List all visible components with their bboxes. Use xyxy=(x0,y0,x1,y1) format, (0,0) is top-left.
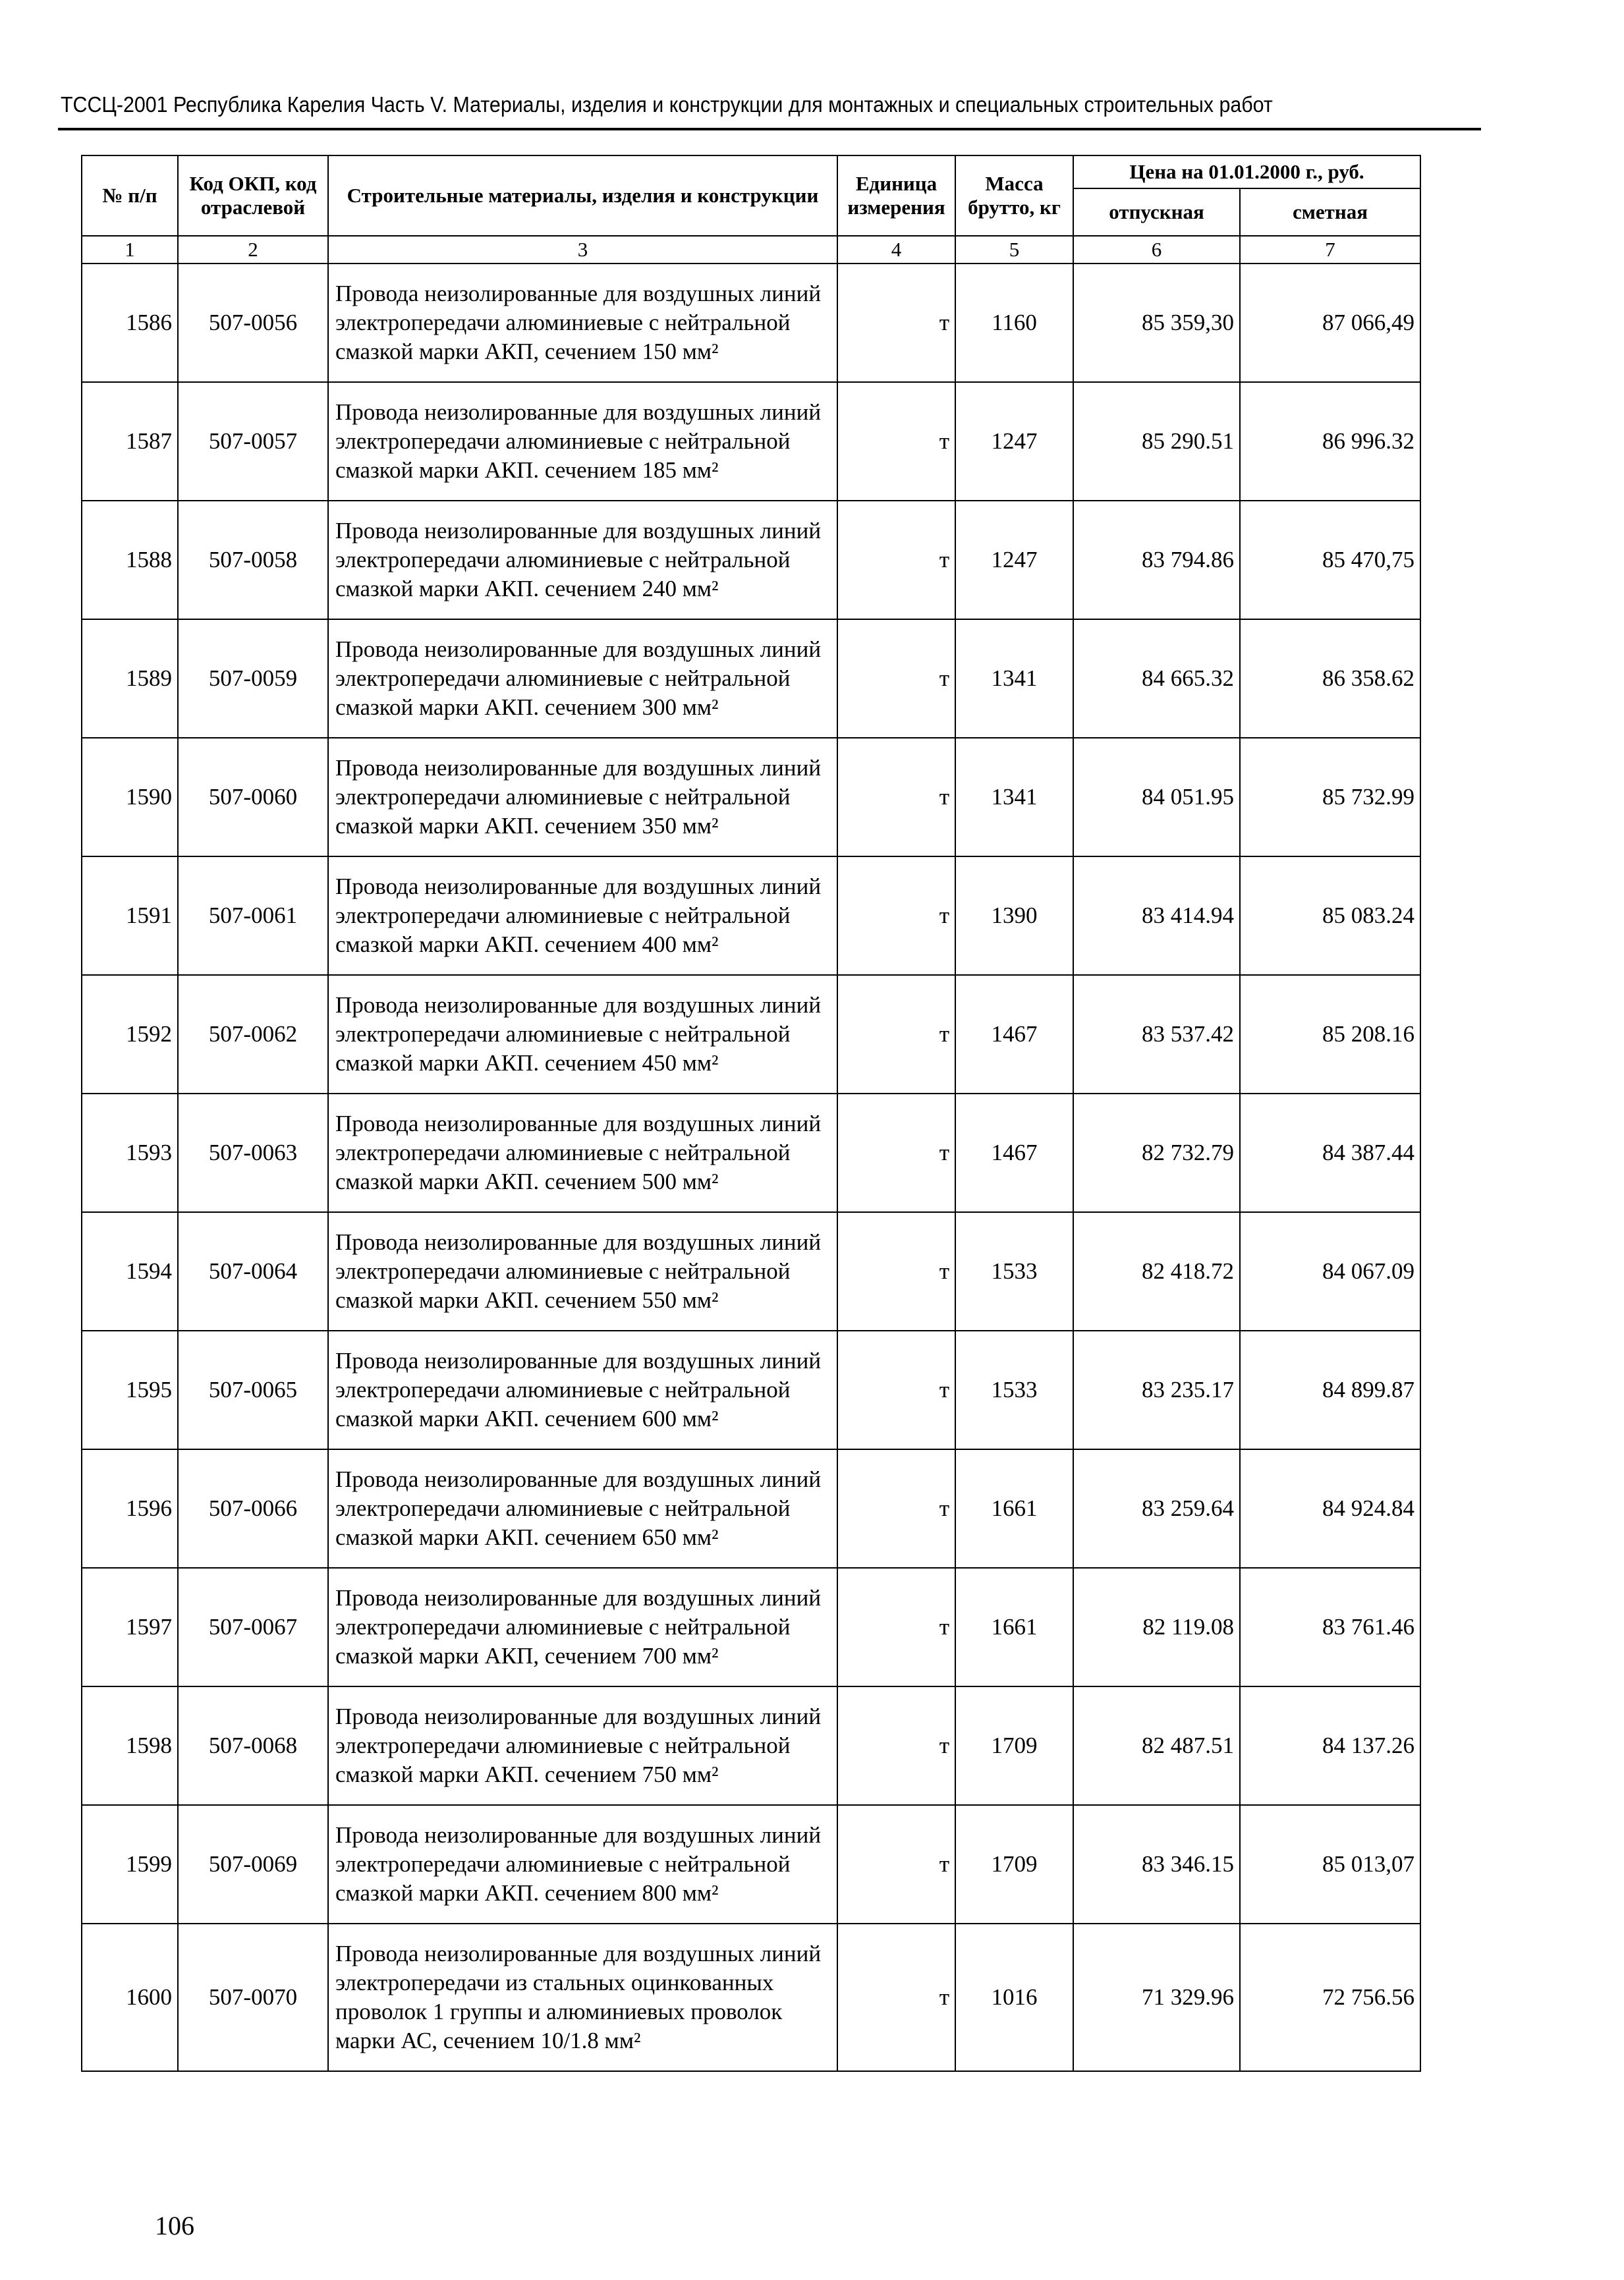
estimate-price: 84 137.26 xyxy=(1240,1686,1420,1805)
material-description: Провода неизолированные для воздушных линий электропередачи алюминиевые с нейтральной смазкой марки АКП. сечением 240 мм² xyxy=(328,501,837,619)
page-number: 106 xyxy=(155,2211,194,2240)
estimate-price: 85 208.16 xyxy=(1240,975,1420,1094)
row-number: 1598 xyxy=(82,1686,178,1805)
row-number: 1599 xyxy=(82,1805,178,1924)
release-price: 82 487.51 xyxy=(1073,1686,1240,1805)
release-price: 82 732.79 xyxy=(1073,1094,1240,1212)
col-header-code: Код ОКП, код отраслевой xyxy=(178,155,328,236)
column-number: 1 xyxy=(82,236,178,264)
gross-mass: 1247 xyxy=(955,382,1073,501)
okp-code: 507-0060 xyxy=(178,738,328,856)
column-number: 4 xyxy=(837,236,955,264)
row-number: 1590 xyxy=(82,738,178,856)
okp-code: 507-0061 xyxy=(178,856,328,975)
table-row xyxy=(82,619,1420,738)
gross-mass: 1661 xyxy=(955,1568,1073,1686)
release-price: 71 329.96 xyxy=(1073,1924,1240,2071)
release-price: 82 418.72 xyxy=(1073,1212,1240,1331)
column-number: 5 xyxy=(955,236,1073,264)
release-price: 85 359,30 xyxy=(1073,264,1240,382)
unit: т xyxy=(837,975,955,1094)
unit: т xyxy=(837,1094,955,1212)
unit: т xyxy=(837,1449,955,1568)
row-number: 1592 xyxy=(82,975,178,1094)
gross-mass: 1341 xyxy=(955,738,1073,856)
okp-code: 507-0070 xyxy=(178,1924,328,2071)
estimate-price: 72 756.56 xyxy=(1240,1924,1420,2071)
table-row xyxy=(82,1094,1420,1212)
gross-mass: 1341 xyxy=(955,619,1073,738)
table-row xyxy=(82,1568,1420,1686)
okp-code: 507-0057 xyxy=(178,382,328,501)
row-number: 1587 xyxy=(82,382,178,501)
unit: т xyxy=(837,1924,955,2071)
material-description: Провода неизолированные для воздушных линий электропередачи алюминиевые с нейтральной смазкой марки АКП. сечением 800 мм² xyxy=(328,1805,837,1924)
material-description: Провода неизолированные для воздушных линий электропередачи алюминиевые с нейтральной смазкой марки АКП. сечением 350 мм² xyxy=(328,738,837,856)
col-header-num: № п/п xyxy=(82,155,178,236)
okp-code: 507-0068 xyxy=(178,1686,328,1805)
column-number: 6 xyxy=(1073,236,1240,264)
material-description: Провода неизолированные для воздушных линий электропередачи алюминиевые с нейтральной смазкой марки АКП. сечением 500 мм² xyxy=(328,1094,837,1212)
unit: т xyxy=(837,501,955,619)
okp-code: 507-0065 xyxy=(178,1331,328,1449)
release-price: 82 119.08 xyxy=(1073,1568,1240,1686)
gross-mass: 1533 xyxy=(955,1212,1073,1331)
gross-mass: 1709 xyxy=(955,1686,1073,1805)
okp-code: 507-0056 xyxy=(178,264,328,382)
gross-mass: 1467 xyxy=(955,1094,1073,1212)
gross-mass: 1247 xyxy=(955,501,1073,619)
col-header-price-estimate: сметная xyxy=(1240,188,1420,236)
material-description: Провода неизолированные для воздушных линий электропередачи алюминиевые с нейтральной смазкой марки АКП. сечением 300 мм² xyxy=(328,619,837,738)
material-description: Провода неизолированные для воздушных линий электропередачи алюминиевые с нейтральной смазкой марки АКП. сечением 450 мм² xyxy=(328,975,837,1094)
table-row xyxy=(82,501,1420,619)
okp-code: 507-0062 xyxy=(178,975,328,1094)
unit: т xyxy=(837,264,955,382)
gross-mass: 1661 xyxy=(955,1449,1073,1568)
unit: т xyxy=(837,619,955,738)
row-number: 1588 xyxy=(82,501,178,619)
col-header-price-release: отпускная xyxy=(1073,188,1240,236)
row-number: 1591 xyxy=(82,856,178,975)
material-description: Провода неизолированные для воздушных линий электропередачи алюминиевые с нейтральной смазкой марки АКП, сечением 150 мм² xyxy=(328,264,837,382)
release-price: 83 235.17 xyxy=(1073,1331,1240,1449)
column-number: 7 xyxy=(1240,236,1420,264)
table-row xyxy=(82,856,1420,975)
gross-mass: 1390 xyxy=(955,856,1073,975)
material-description: Провода неизолированные для воздушных линий электропередачи алюминиевые с нейтральной смазкой марки АКП. сечением 185 мм² xyxy=(328,382,837,501)
table-row xyxy=(82,1331,1420,1449)
gross-mass: 1709 xyxy=(955,1805,1073,1924)
material-description: Провода неизолированные для воздушных линий электропередачи из стальных оцинкованных проволок 1 группы и алюминиевых проволок марки АС, сечением 10/1.8 мм² xyxy=(328,1924,837,2071)
row-number: 1589 xyxy=(82,619,178,738)
unit: т xyxy=(837,1331,955,1449)
unit: т xyxy=(837,1568,955,1686)
gross-mass: 1160 xyxy=(955,264,1073,382)
material-description: Провода неизолированные для воздушных линий электропередачи алюминиевые с нейтральной смазкой марки АКП. сечением 400 мм² xyxy=(328,856,837,975)
okp-code: 507-0059 xyxy=(178,619,328,738)
column-number: 2 xyxy=(178,236,328,264)
estimate-price: 85 013,07 xyxy=(1240,1805,1420,1924)
estimate-price: 84 899.87 xyxy=(1240,1331,1420,1449)
okp-code: 507-0066 xyxy=(178,1449,328,1568)
unit: т xyxy=(837,1212,955,1331)
column-number-row xyxy=(82,236,1420,264)
unit: т xyxy=(837,1686,955,1805)
okp-code: 507-0064 xyxy=(178,1212,328,1331)
table-row xyxy=(82,1924,1420,2071)
table-row xyxy=(82,738,1420,856)
release-price: 84 051.95 xyxy=(1073,738,1240,856)
unit: т xyxy=(837,1805,955,1924)
row-number: 1597 xyxy=(82,1568,178,1686)
okp-code: 507-0058 xyxy=(178,501,328,619)
gross-mass: 1016 xyxy=(955,1924,1073,2071)
header-rule xyxy=(58,128,1481,130)
row-number: 1586 xyxy=(82,264,178,382)
estimate-price: 86 996.32 xyxy=(1240,382,1420,501)
gross-mass: 1533 xyxy=(955,1331,1073,1449)
table-row xyxy=(82,1212,1420,1331)
row-number: 1596 xyxy=(82,1449,178,1568)
table-row xyxy=(82,382,1420,501)
estimate-price: 85 083.24 xyxy=(1240,856,1420,975)
release-price: 83 537.42 xyxy=(1073,975,1240,1094)
row-number: 1594 xyxy=(82,1212,178,1331)
okp-code: 507-0067 xyxy=(178,1568,328,1686)
row-number: 1595 xyxy=(82,1331,178,1449)
table-row xyxy=(82,975,1420,1094)
estimate-price: 84 067.09 xyxy=(1240,1212,1420,1331)
row-number: 1600 xyxy=(82,1924,178,2071)
release-price: 83 346.15 xyxy=(1073,1805,1240,1924)
release-price: 83 414.94 xyxy=(1073,856,1240,975)
unit: т xyxy=(837,738,955,856)
gross-mass: 1467 xyxy=(955,975,1073,1094)
running-header: ТССЦ-2001 Республика Карелия Часть V. Материалы, изделия и конструкции для монтажных и специальных строительных работ xyxy=(61,92,1273,117)
material-description: Провода неизолированные для воздушных линий электропередачи алюминиевые с нейтральной смазкой марки АКП. сечением 750 мм² xyxy=(328,1686,837,1805)
column-number: 3 xyxy=(328,236,837,264)
release-price: 83 259.64 xyxy=(1073,1449,1240,1568)
estimate-price: 83 761.46 xyxy=(1240,1568,1420,1686)
table-row xyxy=(82,264,1420,382)
estimate-price: 84 924.84 xyxy=(1240,1449,1420,1568)
price-table xyxy=(81,155,1421,2072)
okp-code: 507-0063 xyxy=(178,1094,328,1212)
material-description: Провода неизолированные для воздушных линий электропередачи алюминиевые с нейтральной смазкой марки АКП. сечением 550 мм² xyxy=(328,1212,837,1331)
col-header-desc: Строительные материалы, изделия и конструкции xyxy=(328,155,837,236)
col-header-price: Цена на 01.01.2000 г., руб. xyxy=(1073,155,1420,188)
release-price: 85 290.51 xyxy=(1073,382,1240,501)
release-price: 83 794.86 xyxy=(1073,501,1240,619)
estimate-price: 84 387.44 xyxy=(1240,1094,1420,1212)
release-price: 84 665.32 xyxy=(1073,619,1240,738)
col-header-unit: Единица измерения xyxy=(837,155,955,236)
unit: т xyxy=(837,382,955,501)
material-description: Провода неизолированные для воздушных линий электропередачи алюминиевые с нейтральной смазкой марки АКП. сечением 600 мм² xyxy=(328,1331,837,1449)
table-row xyxy=(82,1686,1420,1805)
unit: т xyxy=(837,856,955,975)
row-number: 1593 xyxy=(82,1094,178,1212)
material-description: Провода неизолированные для воздушных линий электропередачи алюминиевые с нейтральной смазкой марки АКП. сечением 650 мм² xyxy=(328,1449,837,1568)
estimate-price: 86 358.62 xyxy=(1240,619,1420,738)
material-description: Провода неизолированные для воздушных линий электропередачи алюминиевые с нейтральной смазкой марки АКП, сечением 700 мм² xyxy=(328,1568,837,1686)
table-row xyxy=(82,1805,1420,1924)
estimate-price: 85 732.99 xyxy=(1240,738,1420,856)
okp-code: 507-0069 xyxy=(178,1805,328,1924)
estimate-price: 87 066,49 xyxy=(1240,264,1420,382)
col-header-mass: Масса брутто, кг xyxy=(955,155,1073,236)
estimate-price: 85 470,75 xyxy=(1240,501,1420,619)
table-row xyxy=(82,1449,1420,1568)
